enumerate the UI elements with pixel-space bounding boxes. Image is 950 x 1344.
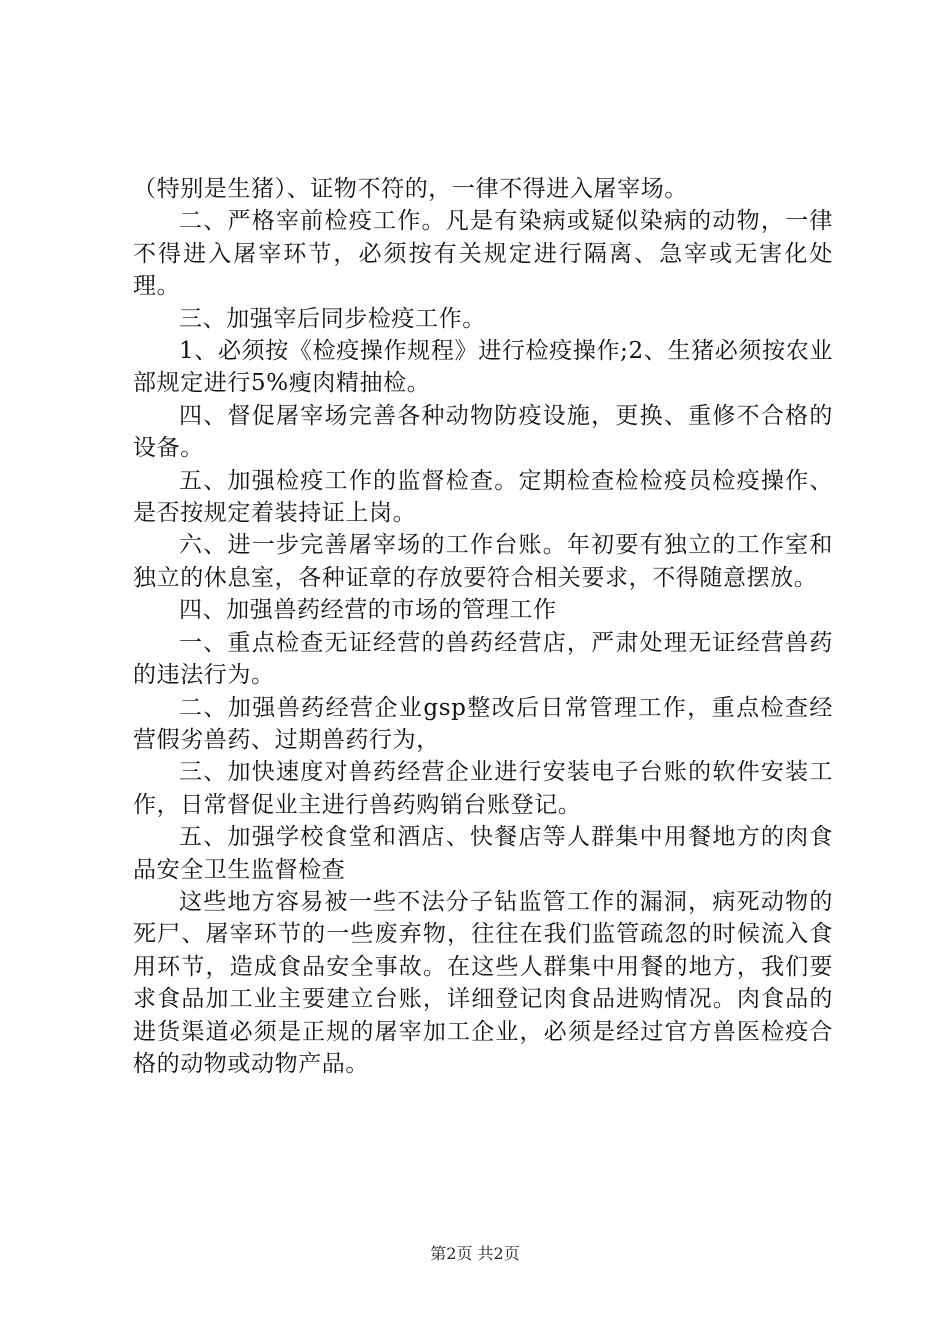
paragraph-facilities: 四、督促屠宰场完善各种动物防疫设施，更换、重修不合格的设备。 <box>133 402 833 462</box>
section-heading-veterinary-drugs: 四、加强兽药经营的市场的管理工作 <box>179 597 557 624</box>
paragraph-gsp: 二、加强兽药经营企业gsp整改后日常管理工作，重点检查经营假劣兽药、过期兽药行为， <box>133 694 833 753</box>
paragraph-post-slaughter-inspection: 三、加强宰后同步检疫工作。 <box>179 305 486 332</box>
document-body <box>133 173 833 1080</box>
paragraph-continuation: （特别是生猪）、证物不符的，一律不得进入屠宰场。 <box>133 176 688 202</box>
paragraph-pre-slaughter-inspection: 二、严格宰前检疫工作。凡是有染病或疑似染病的动物，一律不得进入屠宰环节，必须按有关规定进行隔离、急宰或无害化处理。 <box>133 208 833 300</box>
section-heading-canteens: 五、加强学校食堂和酒店、快餐店等人群集中用餐地方的肉食品安全卫生监督检查 <box>133 824 833 883</box>
page-number-footer: 第2页 共2页 <box>430 1244 520 1263</box>
paragraph-unlicensed-stores: 一、重点检查无证经营的兽药经营店，严肃处理无证经营兽药的违法行为。 <box>133 629 833 689</box>
paragraph-electronic-ledger: 三、加快速度对兽药经营企业进行安装电子台账的软件安装工作，日常督促业主进行兽药购销台账登记。 <box>133 759 833 818</box>
paragraph-inspection-procedures: 1、必须按《检疫操作规程》进行检疫操作;2、生猪必须按农业部规定进行5%瘦肉精抽检。 <box>133 338 833 397</box>
paragraph-food-safety: 这些地方容易被一些不法分子钻监管工作的漏洞，病死动物的死尸、屠宰环节的一些废弃物，往往在我们监管疏忽的时候流入食用环节，造成食品安全事故。在这些人群集中用餐的地方，我们要求食品加工业主要建立台账，详细登记肉食品进购情况。肉食品的进货渠道必须是正规的屠宰加工企业，必须是经过官方兽医检疫合格的动物或动物产品。 <box>133 888 833 1077</box>
paragraph-supervision: 五、加强检疫工作的监督检查。定期检查检检疫员检疫操作、是否按规定着装持证上岗。 <box>133 467 833 527</box>
paragraph-ledger: 六、进一步完善屠宰场的工作台账。年初要有独立的工作室和独立的休息室，各种证章的存放要符合相关要求，不得随意摆放。 <box>133 532 833 591</box>
